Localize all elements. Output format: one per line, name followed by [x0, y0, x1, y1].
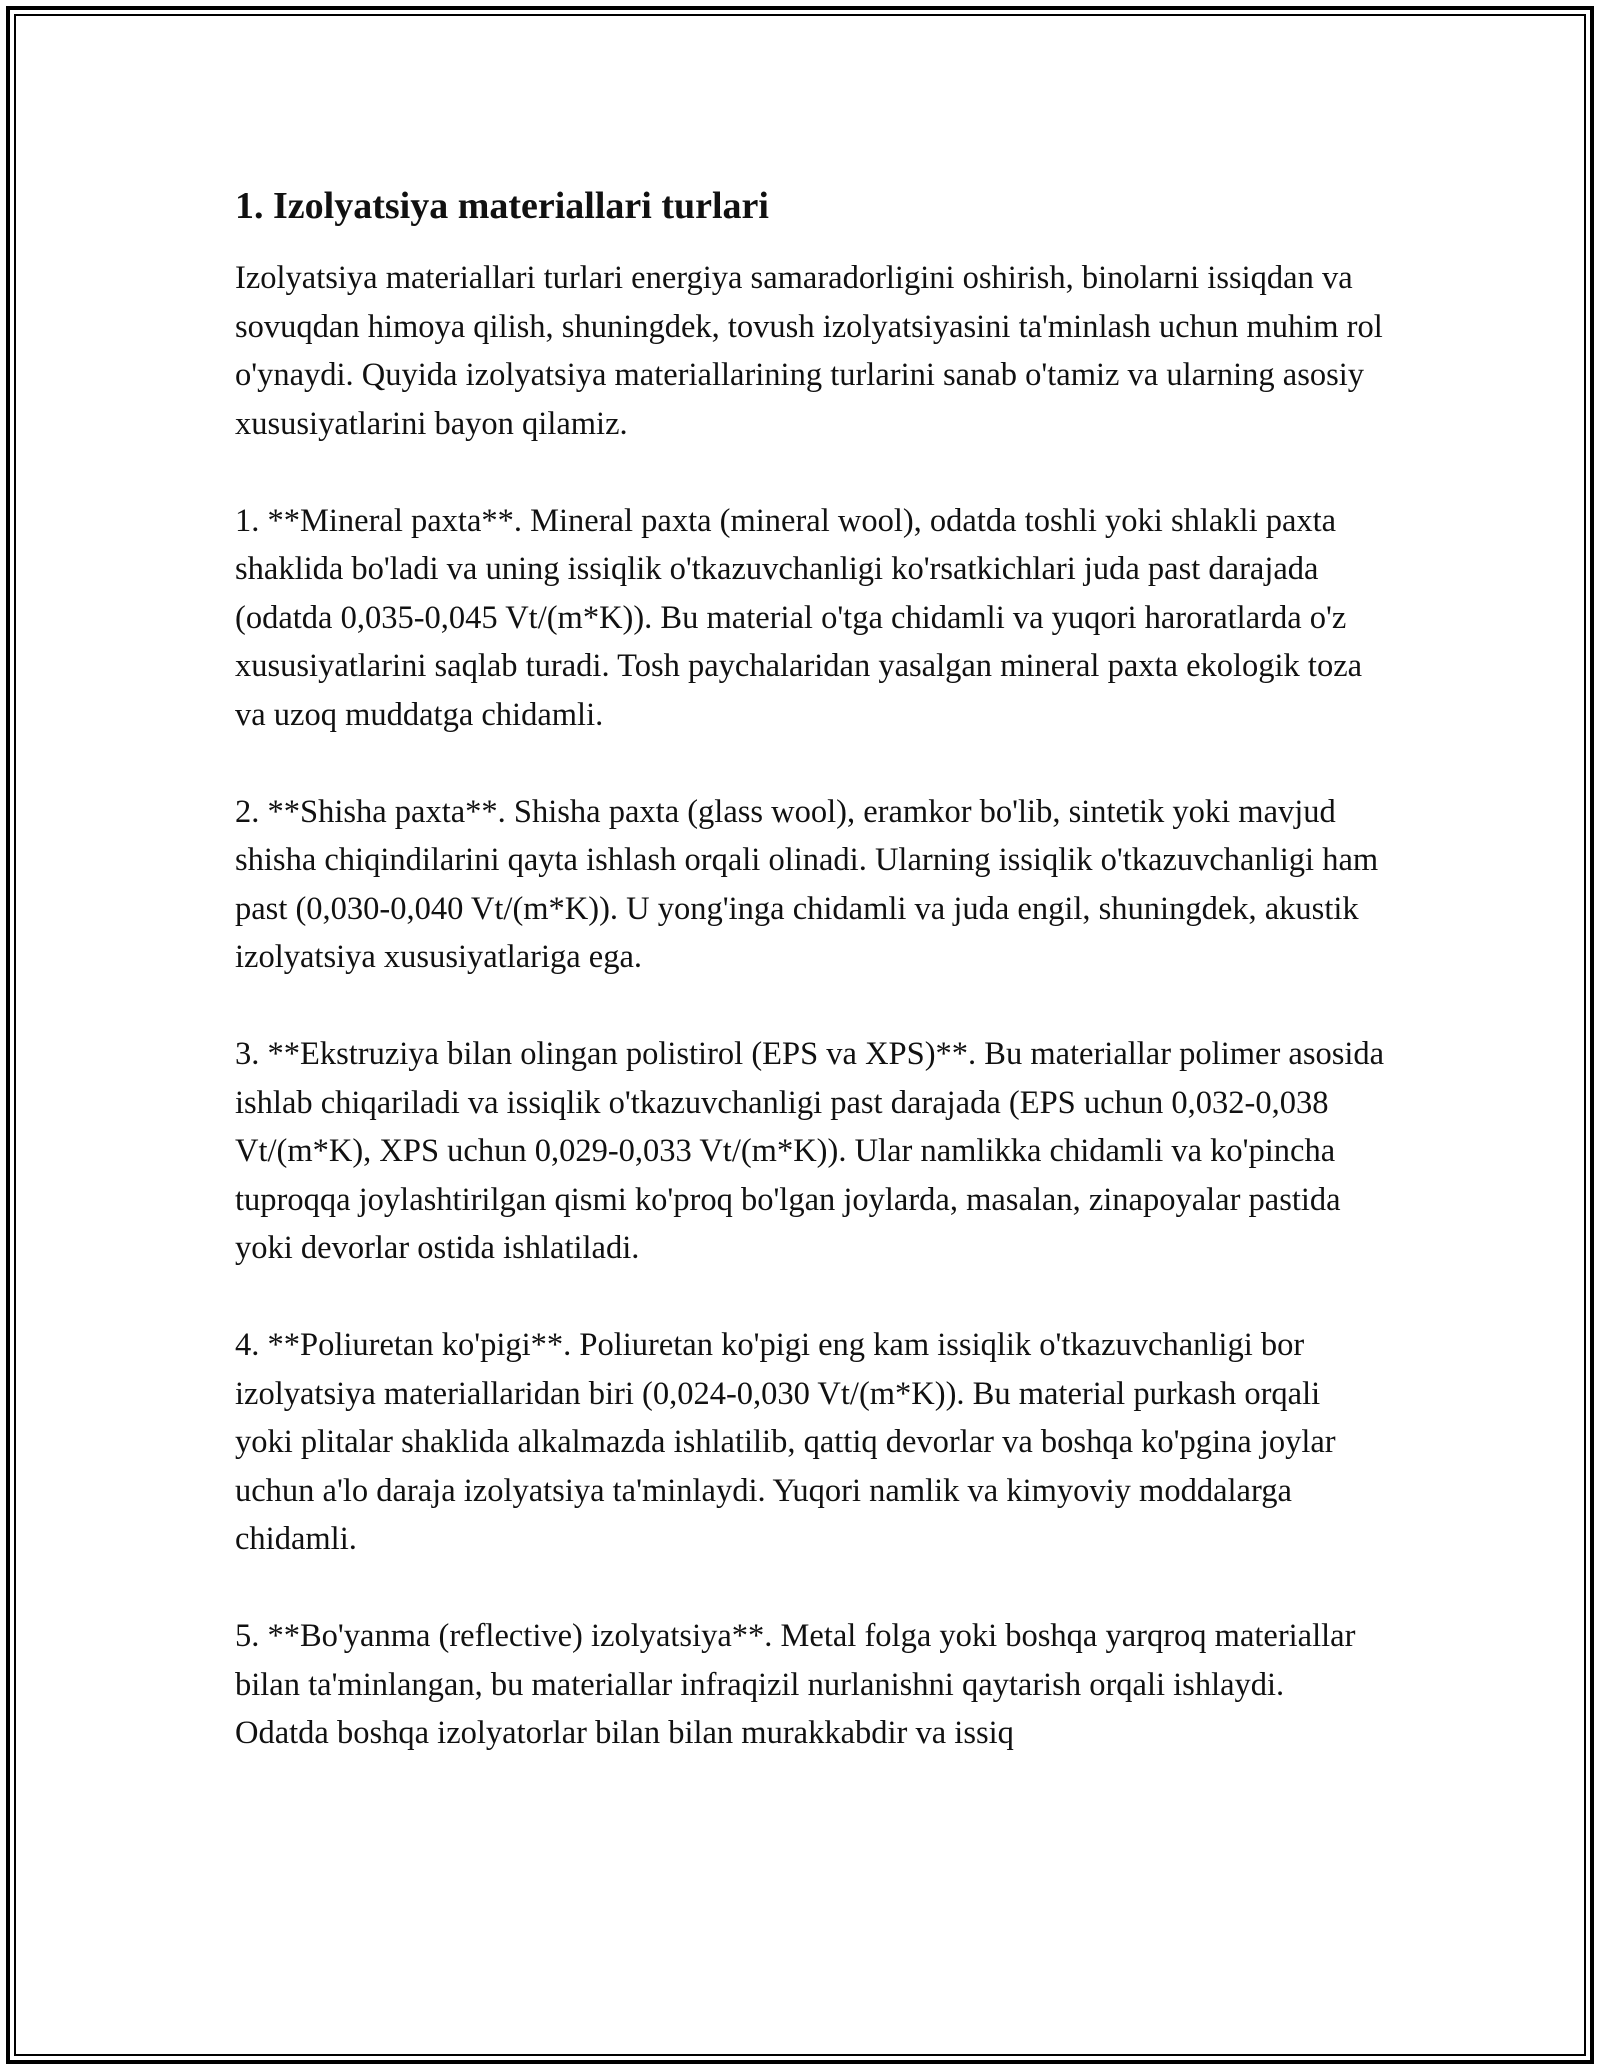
list-item-polyurethane-foam: 4. **Poliuretan ko'pigi**. Poliuretan ko'pigi eng kam issiqlik o'tkazuvchanligi bor izolyatsiya materiallaridan biri (0,024-0,030 Vt/(m*K)). Bu material purkash orqali yoki plitalar shaklida alkalmazda ishlatilib, qattiq devorlar va boshqa ko'pgina joylar uchun a'lo daraja izolyatsiya ta'minlaydi. Yuqori namlik va kimyoviy moddalarga chidamli. — [235, 1327, 1336, 1557]
intro-paragraph: Izolyatsiya materiallari turlari energiya samaradorligini oshirish, binolarni issiqdan va sovuqdan himoya qilish, shuningdek, tovush izolyatsiyasini ta'minlash uchun muhim rol o'ynaydi. Quyida izolyatsiya materiallarining turlarini sanab o'tamiz va ularning asosiy xususiyatlarini bayon qilamiz. — [235, 260, 1383, 442]
list-item-polystyrene: 3. **Ekstruziya bilan olingan polistirol (EPS va XPS)**. Bu materiallar polimer asosida ishlab chiqariladi va issiqlik o'tkazuvchanligi past darajada (EPS uchun 0,032-0,038 Vt/(m*K), XPS uchun 0,029-0,033 Vt/(m*K)). Ular namlikka chidamli va ko'pincha tuproqqa joylashtirilgan qismi ko'proq bo'lgan joylarda, masalan, zinapoyalar pastida yoki devorlar ostida ishlatiladi. — [235, 1036, 1385, 1266]
list-item-mineral-wool: 1. **Mineral paxta**. Mineral paxta (mineral wool), odatda toshli yoki shlakli paxta shaklida bo'ladi va uning issiqlik o'tkazuvchanligi ko'rsatkichlari juda past darajada (odatda 0,035-0,045 Vt/(m*K)). Bu material o'tga chidamli va yuqori haroratlarda o'z xususiyatlarini saqlab turadi. Tosh paychalaridan yasalgan mineral paxta ekologik toza va uzoq muddatga chidamli. — [235, 502, 1363, 733]
section-heading: 1. Izolyatsiya materiallari turlari — [235, 185, 769, 227]
document-body — [235, 182, 1385, 1806]
list-item-reflective-insulation: 5. **Bo'yanma (reflective) izolyatsiya**. Metal folga yoki boshqa yarqroq materiallar bilan ta'minlangan, bu materiallar infraqizil nurlanishni qaytarish orqali ishlaydi. Odatda boshqa izolyatorlar bilan bilan murakkabdir va issiq — [235, 1618, 1356, 1751]
list-item-glass-wool: 2. **Shisha paxta**. Shisha paxta (glass wool), eramkor bo'lib, sintetik yoki mavjud shisha chiqindilarini qayta ishlash orqali olinadi. Ularning issiqlik o'tkazuvchanligi ham past (0,030-0,040 Vt/(m*K)). U yong'inga chidamli va juda engil, shuningdek, akustik izolyatsiya xususiyatlariga ega. — [235, 793, 1379, 975]
